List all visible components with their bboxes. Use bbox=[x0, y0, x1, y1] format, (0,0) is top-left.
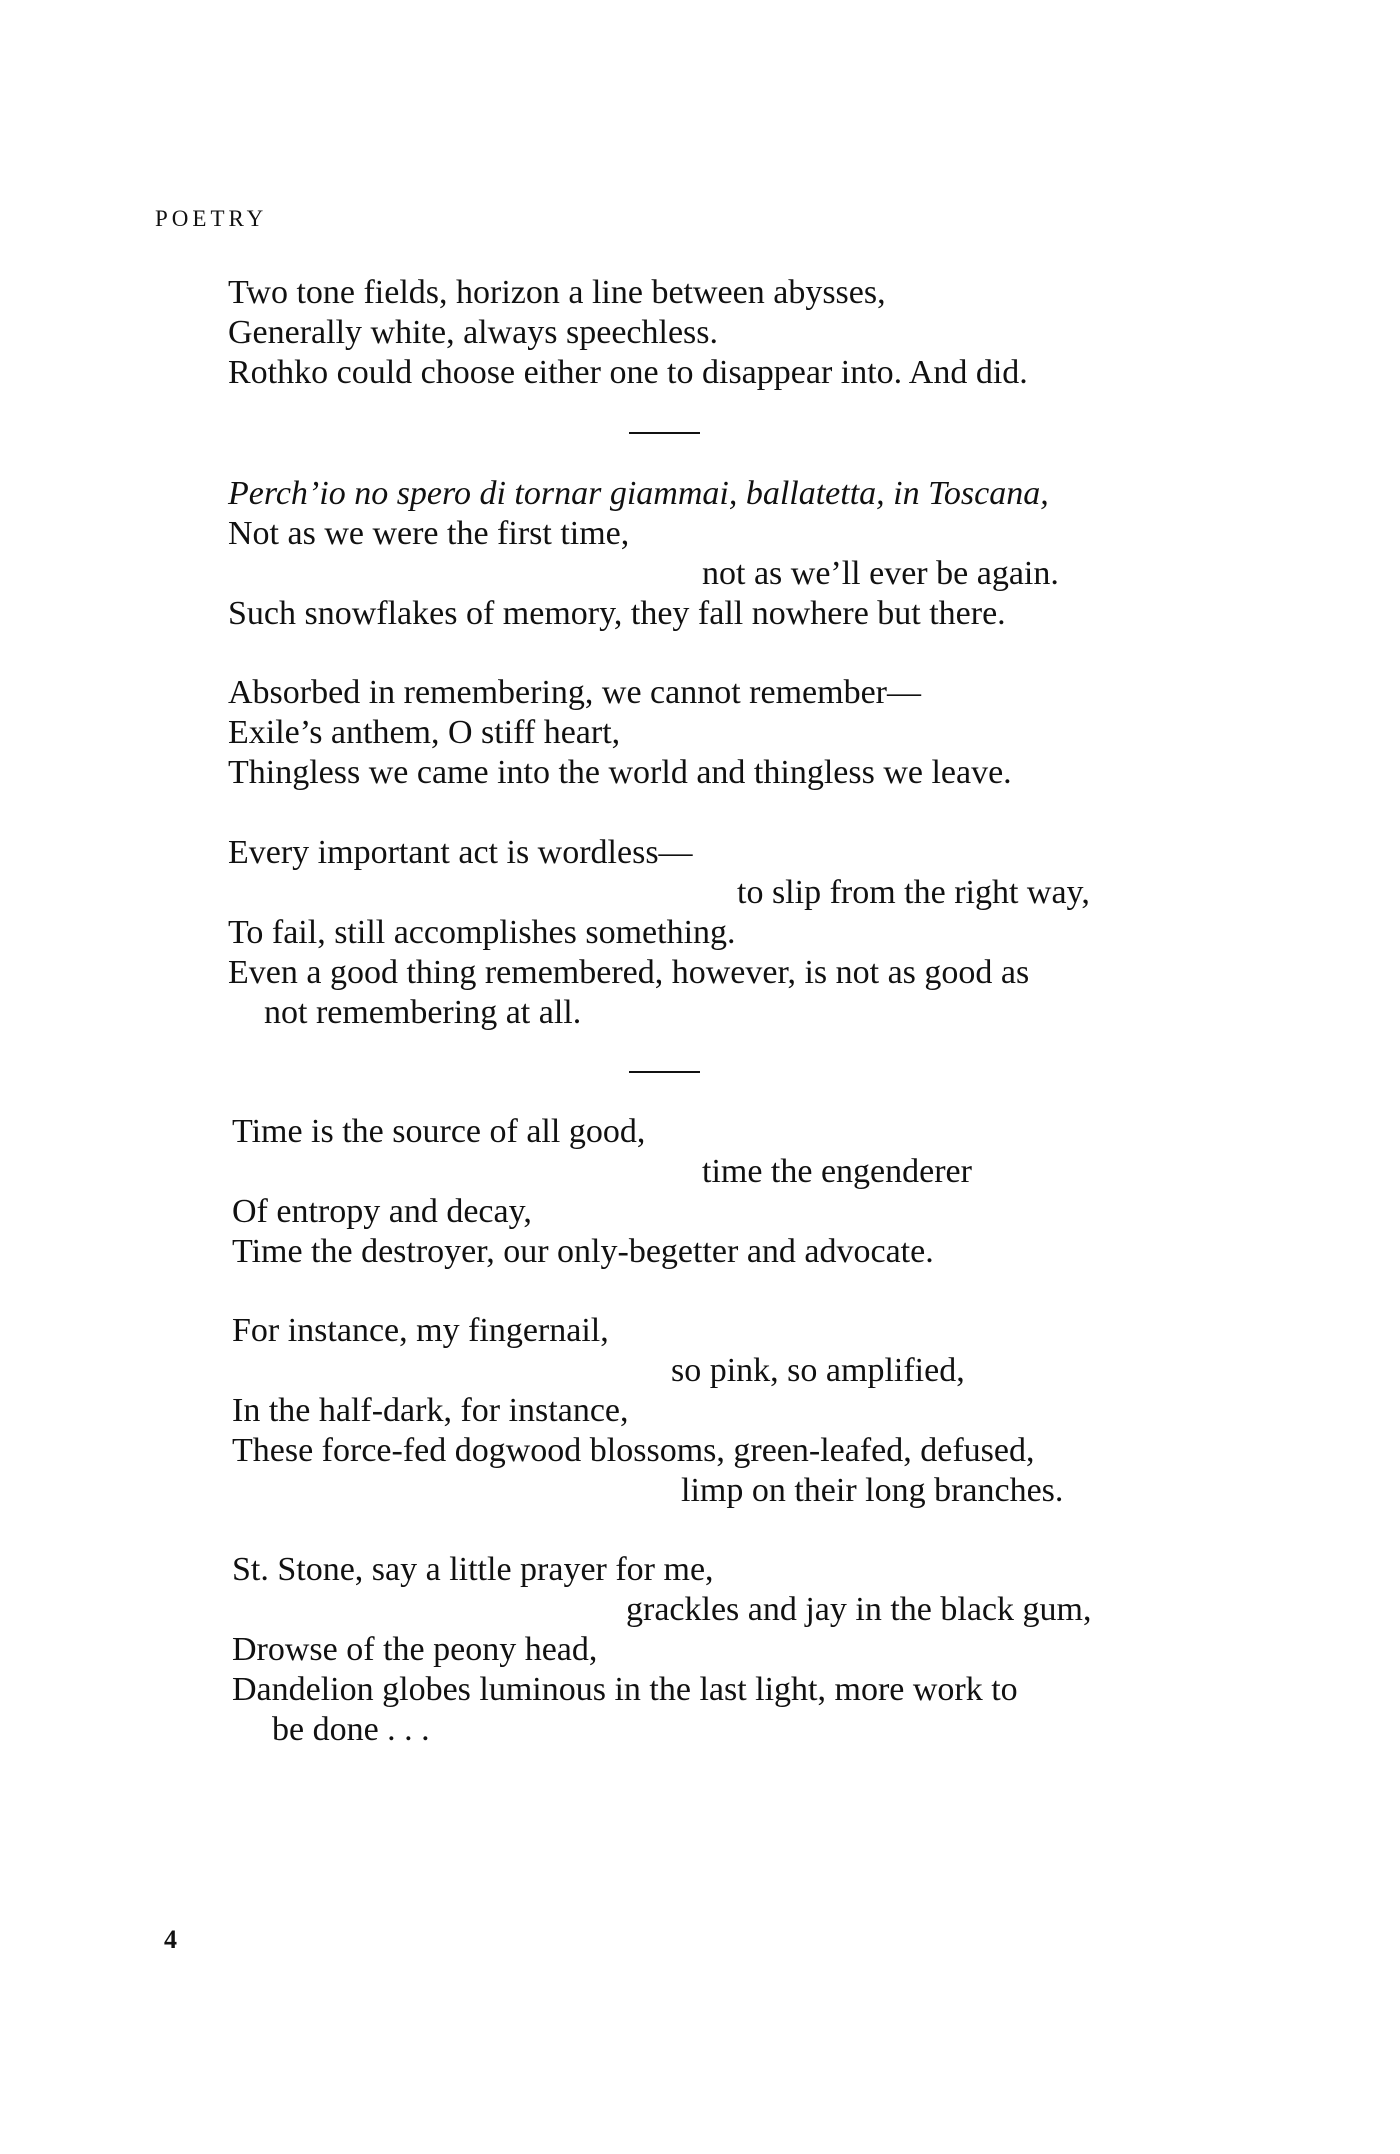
poem-line-italic: Perch’io no spero di tornar giammai, ballatetta, in Toscana, bbox=[228, 475, 1049, 512]
poem-line: Absorbed in remembering, we cannot remember— bbox=[228, 674, 921, 711]
poem-line: These force-fed dogwood blossoms, green-leafed, defused, bbox=[232, 1432, 1035, 1469]
poem-line: Time is the source of all good, bbox=[232, 1113, 646, 1150]
poem-line: Rothko could choose either one to disappear into. And did. bbox=[228, 354, 1028, 391]
poem-line: To fail, still accomplishes something. bbox=[228, 914, 736, 951]
poem-line: Drowse of the peony head, bbox=[232, 1631, 598, 1668]
poem-line: Such snowflakes of memory, they fall nowhere but there. bbox=[228, 595, 1006, 632]
poem-line: Generally white, always speechless. bbox=[228, 314, 718, 351]
poem-line: Two tone fields, horizon a line between abysses, bbox=[228, 274, 886, 311]
poem-line-turnover: be done . . . bbox=[272, 1711, 430, 1748]
poem-line: Even a good thing remembered, however, is not as good as bbox=[228, 954, 1030, 991]
poem-line: In the half-dark, for instance, bbox=[232, 1392, 629, 1429]
section-divider bbox=[629, 1071, 700, 1073]
poem-line: Time the destroyer, our only-begetter and advocate. bbox=[232, 1233, 934, 1270]
page-number: 4 bbox=[164, 1925, 177, 1954]
poem-line-indented: to slip from the right way, bbox=[737, 874, 1090, 911]
poem-line: St. Stone, say a little prayer for me, bbox=[232, 1551, 714, 1588]
poem-line: Not as we were the first time, bbox=[228, 515, 630, 552]
poem-line: Every important act is wordless— bbox=[228, 834, 693, 871]
poem-line-indented: limp on their long branches. bbox=[681, 1472, 1064, 1509]
poem-line: Thingless we came into the world and thingless we leave. bbox=[228, 754, 1012, 791]
poem-line: Dandelion globes luminous in the last light, more work to bbox=[232, 1671, 1018, 1708]
poem-line: Of entropy and decay, bbox=[232, 1193, 532, 1230]
poem-line-indented: so pink, so amplified, bbox=[671, 1352, 965, 1389]
section-divider bbox=[629, 432, 700, 434]
poem-line: Exile’s anthem, O stiff heart, bbox=[228, 714, 621, 751]
poem-line-indented: time the engenderer bbox=[702, 1153, 972, 1190]
poem-line: For instance, my fingernail, bbox=[232, 1312, 609, 1349]
running-header: POETRY bbox=[155, 206, 268, 231]
poem-line-turnover: not remembering at all. bbox=[264, 994, 582, 1031]
poem-line-indented: grackles and jay in the black gum, bbox=[626, 1591, 1092, 1628]
poem-line-indented: not as we’ll ever be again. bbox=[702, 555, 1059, 592]
